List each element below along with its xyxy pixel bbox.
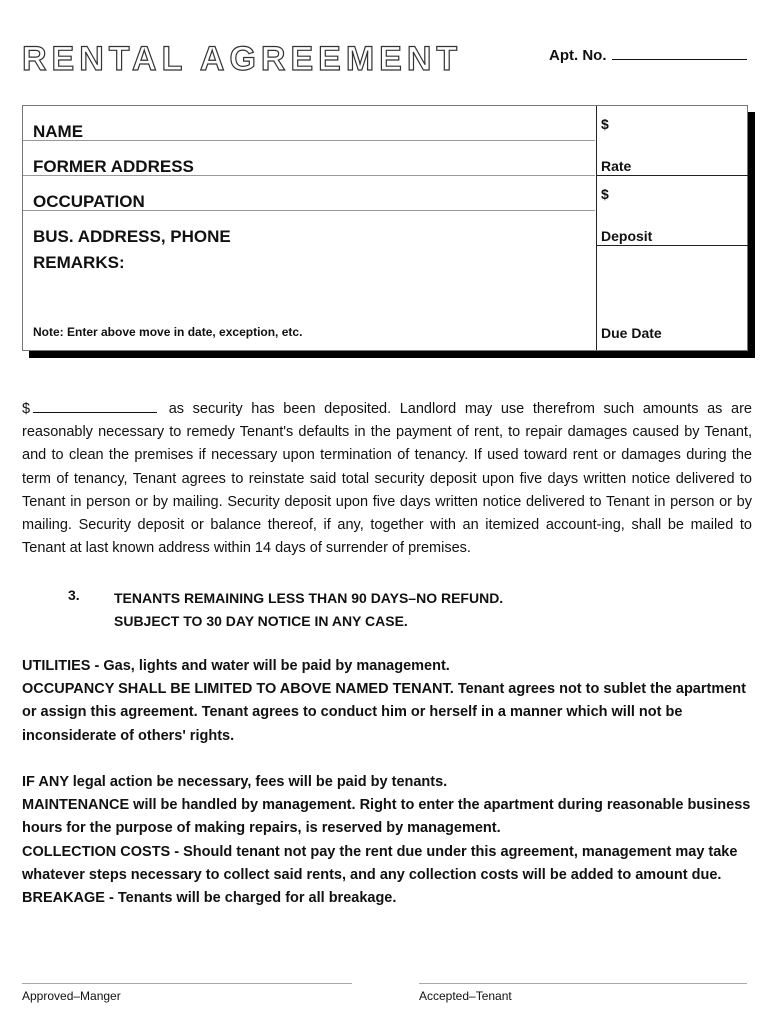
divider <box>597 175 748 176</box>
divider <box>23 140 595 141</box>
apt-number-label: Apt. No. <box>549 47 607 64</box>
rate-dollar-sign: $ <box>601 116 609 132</box>
manager-signature-line[interactable] <box>22 983 352 984</box>
collection-costs-clause: COLLECTION COSTS - Should tenant not pay the rent due under this agreement, management may take whatever steps necessary to collect said rents, and any collection costs will be added to amount due. <box>22 843 738 883</box>
manager-signature-label: Approved–Manger <box>22 989 121 1003</box>
clause-number: 3. <box>68 587 80 603</box>
occupation-field-label: OCCUPATION <box>33 192 145 211</box>
former-address-field-label: FORMER ADDRESS <box>33 157 194 176</box>
terms-block <box>22 771 752 910</box>
tenant-signature-label: Accepted–Tenant <box>419 989 512 1003</box>
tenant-info-left <box>23 106 595 350</box>
security-amount-blank[interactable] <box>33 400 157 413</box>
maintenance-clause: MAINTENANCE will be handled by management. Right to enter the apartment during reasonable business hours for the purpose of making repairs, is reserved by management. <box>22 797 751 837</box>
utilities-clause: UTILITIES - Gas, lights and water will be paid by management. <box>22 658 450 674</box>
tenant-info-form <box>22 105 748 351</box>
due-date-label: Due Date <box>601 325 662 341</box>
bus-address-phone-field-label: BUS. ADDRESS, PHONE <box>33 227 231 246</box>
notice-line: SUBJECT TO 30 DAY NOTICE IN ANY CASE. <box>114 613 408 630</box>
security-deposit-text: as security has been deposited. Landlord may use therefrom such amounts as are reasonably necessary to remedy Tenant's defaults in the payment of rent, to repair damages caused by Tenant, and to clean the premises if necessary upon termination of tenancy. If used toward rent or damages during the term of tenancy, Tenant agrees to reinstate said total security deposit upon five days written notice delivered to Tenant in person or by mailing. Security deposit upon five days written notice delivered to Tenant in person or by mailing. Security deposit or balance thereof, if any, together with an itemized account-ing, shall be mailed to Tenant at last known address within 14 days of surrender of premises. <box>22 401 752 557</box>
payment-info-column <box>596 106 748 350</box>
divider <box>597 245 748 246</box>
breakage-clause: BREAKAGE - Tenants will be charged for all breakage. <box>22 890 397 907</box>
security-deposit-paragraph <box>22 398 752 560</box>
no-refund-line: TENANTS REMAINING LESS THAN 90 DAYS–NO REFUND. <box>114 590 504 606</box>
deposit-label: Deposit <box>601 228 653 244</box>
deposit-dollar-sign: $ <box>601 186 609 202</box>
no-refund-clause <box>114 587 503 633</box>
divider <box>23 210 595 211</box>
divider <box>23 175 595 176</box>
apt-number-blank[interactable] <box>612 45 747 60</box>
occupancy-clause: OCCUPANCY SHALL BE LIMITED TO ABOVE NAMED TENANT. Tenant agrees not to sublet the apartment or assign this agreement. Tenant agrees to conduct him or herself in a manner which will not be inconsiderate of others' rights. <box>22 681 746 744</box>
apt-number-field[interactable] <box>549 45 747 64</box>
security-dollar-sign: $ <box>22 401 31 417</box>
tenant-signature-line[interactable] <box>419 983 747 984</box>
name-field-label: NAME <box>33 122 84 141</box>
legal-action-clause: IF ANY legal action be necessary, fees will be paid by tenants. <box>22 774 448 790</box>
utilities-occupancy-block <box>22 655 752 748</box>
remarks-field-label: REMARKS: <box>33 253 125 272</box>
form-note: Note: Enter above move in date, exception, etc. <box>33 325 303 339</box>
rate-label: Rate <box>601 158 632 174</box>
document-title: RENTAL AGREEMENT <box>22 40 463 78</box>
